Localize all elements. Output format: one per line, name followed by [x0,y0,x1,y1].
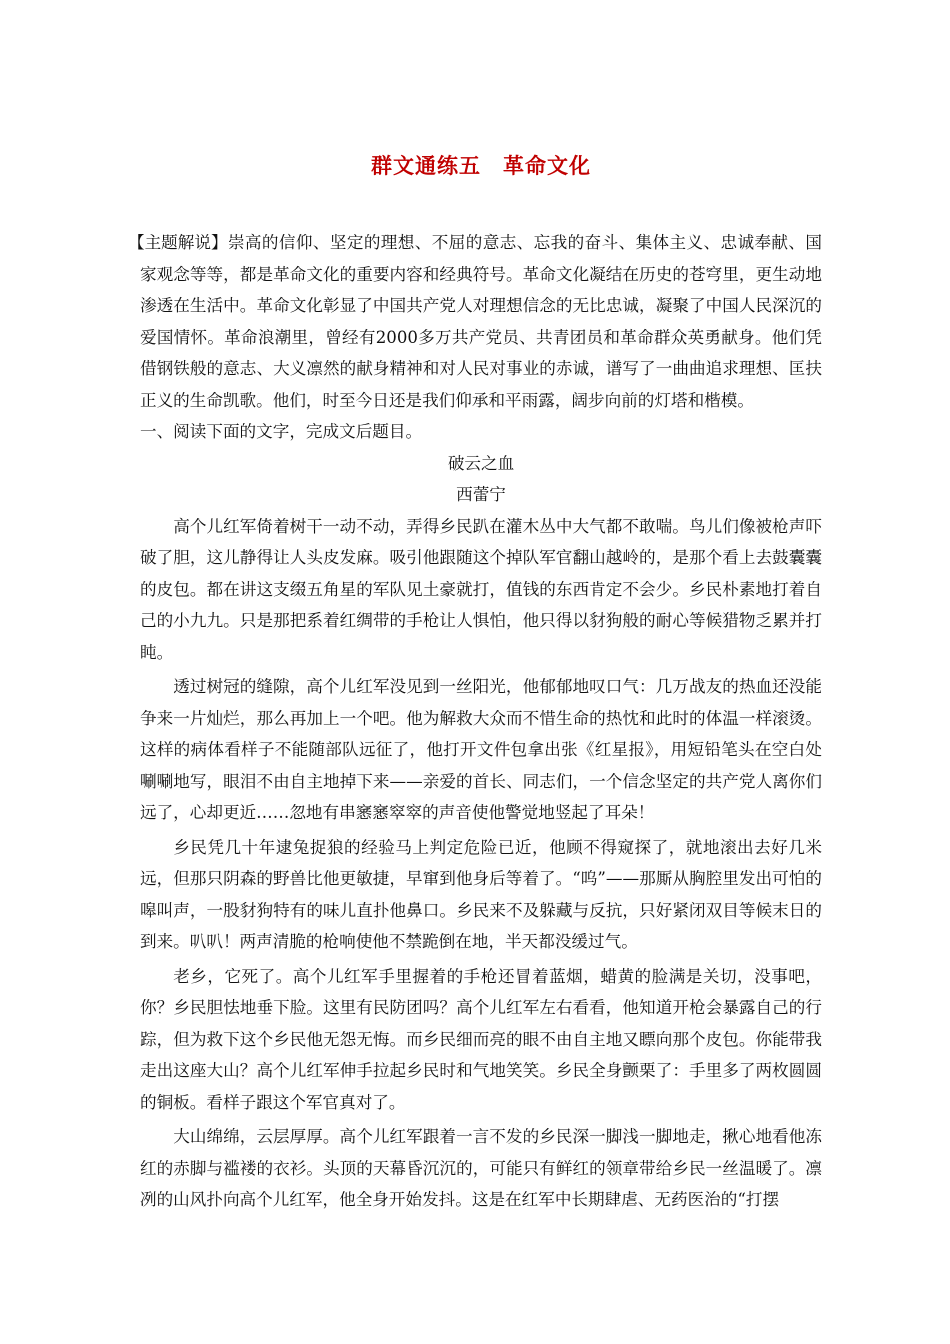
story-paragraph-1: 高个儿红军倚着树干一动不动，弄得乡民趴在灌木丛中大气都不敢喘。鸟儿们像被枪声吓破了胆，这儿静得让人头皮发麻。吸引他跟随这个掉队军官翻山越岭的，是那个看上去鼓囊囊的皮包。都在讲这支缀五角星的军队见土豪就打，值钱的东西肯定不会少。乡民朴素地打着自己的小九九。只是那把系着红绸带的手枪让人惧怕，他只得以豺狗般的耐心等候猎物乏累并打盹。 [140,516,822,662]
theme-intro [128,227,822,416]
page-title: 群文通练五 革命文化 [371,153,591,178]
story-paragraph-5: 大山绵绵，云层厚厚。高个儿红军跟着一言不发的乡民深一脚浅一脚地走，揪心地看他冻红的赤脚与褴褛的衣衫。头顶的天幕昏沉沉的，可能只有鲜红的领章带给乡民一丝温暖了。凛冽的山风扑向高个儿红军，他全身开始发抖。这是在红军中长期肆虐、无药医治的“打摆 [140,1127,822,1209]
story-paragraph-2: 透过树冠的缝隙，高个儿红军没见到一丝阳光，他郁郁地叹口气：几万战友的热血还没能争来一片灿烂，那么再加上一个吧。他为解救大众而不惜生命的热忱和此时的体温一样滚烫。这样的病体看样子不能随部队远征了，他打开文件包拿出张《红星报》，用短铅笔头在空白处唰唰地写，眼泪不由自主地掉下来——亲爱的首长、同志们，一个信念坚定的共产党人离你们远了，心却更近……忽地有串窸窸窣窣的声音使他警觉地竖起了耳朵！ [140,677,822,822]
intro-label: 【主题解说】 [128,233,228,252]
story-author: 西蕾宁 [456,485,506,504]
document-page [128,150,822,1219]
story-title: 破云之血 [447,453,515,473]
story-paragraph-4: 老乡，它死了。高个儿红军手里握着的手枪还冒着蓝烟，蜡黄的脸满是关切，没事吧，你？乡民胆怯地垂下脸。这里有民防团吗？高个儿红军左右看看，他知道开枪会暴露自己的行踪，但为救下这个乡民他无怨无悔。而乡民细而亮的眼不由自主地又瞟向那个皮包。你能带我走出这座大山？高个儿红军伸手拉起乡民时和气地笑笑。乡民全身颤栗了：手里多了两枚圆圆的铜板。看样子跟这个军官真对了。 [140,966,822,1112]
intro-text: 崇高的信仰、坚定的理想、不屈的意志、忘我的奋斗、集体主义、忠诚奉献、国家观念等等，都是革命文化的重要内容和经典符号。革命文化凝结在历史的苍穹里，更生动地渗透在生活中。革命文化彰显了中国共产党人对理想信念的无比忠诚，凝聚了中国人民深沉的爱国情怀。革命浪潮里，曾经有2000多万共产党员、共青团员和革命群众英勇献身。他们凭借钢铁般的意志、大义凛然的献身精神和对人民对事业的赤诚，谱写了一曲曲追求理想、匡扶正义的生命凯歌。他们，时至今日还是我们仰承和平雨露，阔步向前的灯塔和楷模。 [140,233,822,410]
story-paragraph-3: 乡民凭几十年逮兔捉狼的经验马上判定危险已近，他顾不得窥探了，就地滚出去好几米远，但那只阴森的野兽比他更敏捷，早窜到他身后等着了。“呜”——那厮从胸腔里发出可怕的嗥叫声，一股豺狗特有的味儿直扑他鼻口。乡民来不及躲藏与反抗，只好紧闭双目等候末日的到来。叭叭！两声清脆的枪响使他不禁跪倒在地，半天都没缓过气。 [140,837,822,951]
section-heading: 一、阅读下面的文字，完成文后题目。 [140,422,423,441]
